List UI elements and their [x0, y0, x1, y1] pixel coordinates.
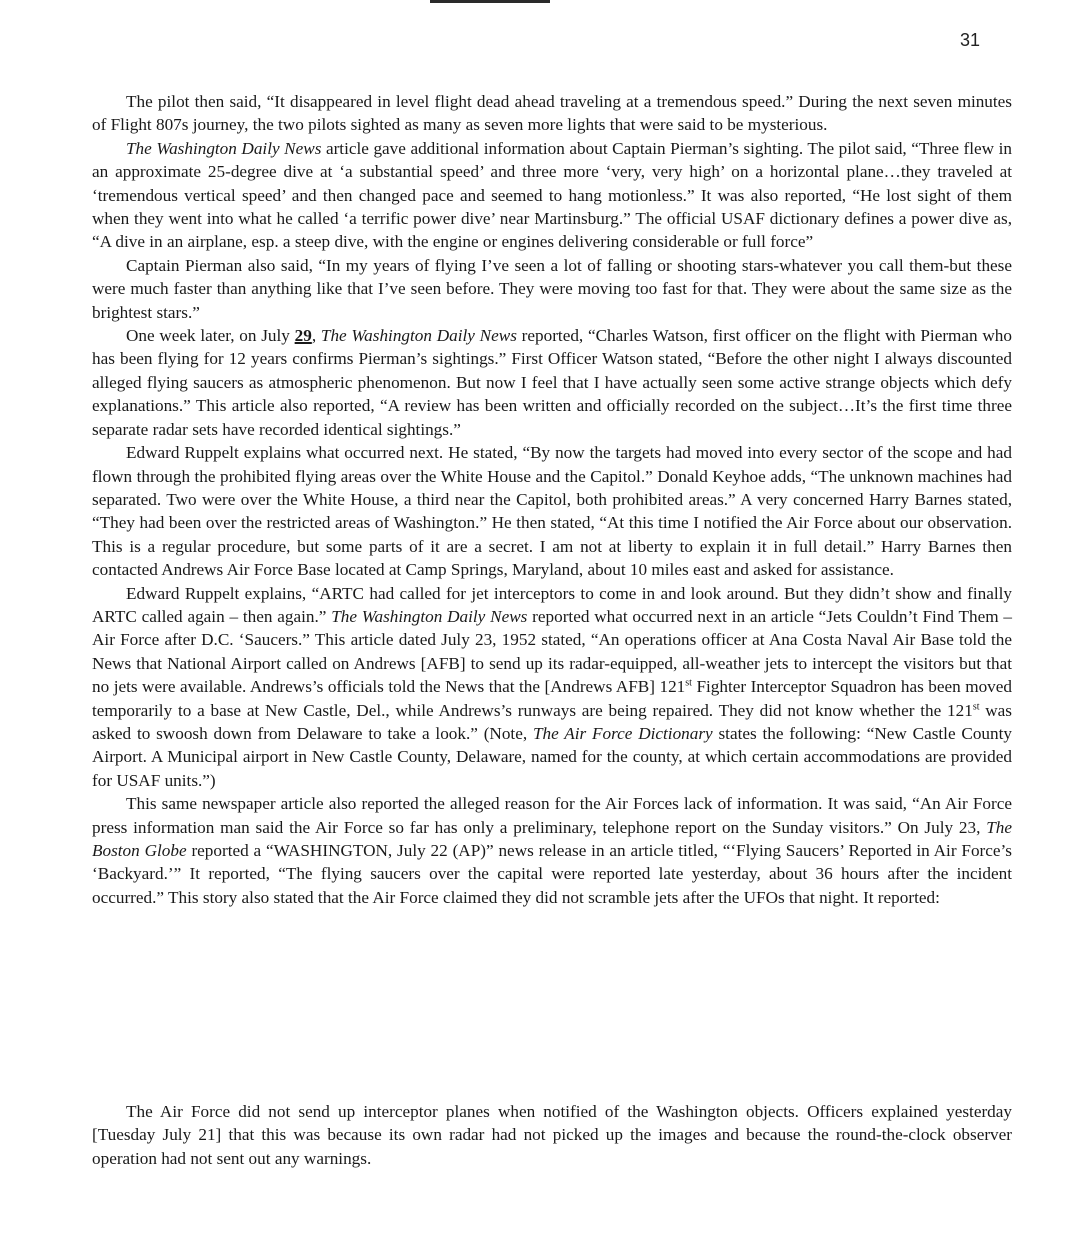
italic-title: The Washington Daily News — [331, 606, 528, 626]
text-run: Fighter Interceptor Squadron has been moved temporarily to a base at New Castle, Del., while Andrews’s runways are being repaired. They did not know whether the 121 — [92, 677, 1012, 720]
italic-title: The Air Force Dictionary — [532, 723, 713, 743]
italic-title: The Boston Globe — [92, 817, 1012, 860]
text-run: The pilot then said, “It disappeared in level flight dead ahead traveling at a tremendous speed.” During the next seven minutes of Flight 807s journey, the two pilots sighted as many as seven more lights that were said to be mysterious. — [92, 92, 1012, 135]
text-run: Captain Pierman also said, “In my years of flying I’ve seen a lot of falling or shooting stars-whatever you call them-but these were much faster than anything like that I’ve seen before. They were moving too fast for that. They were about the same size as the brightest stars.” — [92, 255, 1012, 322]
italic-title: The Washington Daily News — [320, 326, 517, 346]
text-run: reported what occurred next in an article “Jets Couldn’t Find Them – Air Force after D.C. ‘Saucers.” This article dated July 23, 1952 stated, “An operations officer at Ana Costa Naval Air Base told the News that National Airport called on Andrews [AFB] to send up its radar-equipped, all-weather jets to intercept the visitors but that no jets were available. Andrews’s officials told the News that the [Andrews AFB] 121 — [92, 606, 1012, 697]
paragraph-p1 — [92, 90, 1012, 137]
paragraph-p6 — [92, 582, 1012, 793]
italic-title: The Washington Daily News — [126, 138, 322, 158]
text-run: was asked to swoosh down from Delaware to take a look.” (Note, — [92, 700, 1012, 743]
text-run: , — [311, 326, 321, 346]
ordinal-suffix: st — [972, 700, 980, 712]
paragraph-p2 — [92, 137, 1012, 254]
block-quote — [92, 1100, 1012, 1170]
page-number: 31 — [959, 30, 980, 50]
text-run: This same newspaper article also reported the alleged reason for the Air Forces lack of information. It was said, “An Air Force press information man said the Air Force so far has only a preliminary, telephone report on the Sunday visitors.” On July 23, — [92, 794, 1012, 837]
block-quote-paragraph: The Air Force did not send up interceptor planes when notified of the Washington objects. Officers explained yesterday [Tuesday July 21] that this was because its own radar had not picked up the images and because the round-the-clock observer operation had not sent out any warnings. — [92, 1102, 1012, 1168]
text-run: states the following: “New Castle County Airport. A Municipal airport in New Castle County, Delaware, named for the county, at which certain accommodations are provided for USAF units.”) — [92, 723, 1012, 790]
paragraph-p5 — [92, 441, 1012, 581]
top-edge-bar — [430, 0, 550, 3]
text-run: reported a “WASHINGTON, July 22 (AP)” news release in an article titled, “‘Flying Saucers’ Reported in Air Force’s ‘Backyard.’” It reported, “The flying saucers over the capital were reported late yesterday, about 36 hours after the incident occurred.” This story also stated that the Air Force claimed they did not scramble jets after the UFOs that night. It reported: — [92, 841, 1012, 907]
text-run: Edward Ruppelt explains, “ARTC had called for jet interceptors to come in and look around. But they didn’t show and finally ARTC called again – then again.” — [92, 583, 1012, 626]
text-run: reported, “Charles Watson, first officer on the flight with Pierman who has been flying for 12 years confirms Pierman’s sightings.” First Officer Watson stated, “Before the other night I always discounted alleged flying saucers as atmospheric phenomenon. But now I feel that I have actually seen some active strange objects which defy explanations.” This article also reported, “A review has been written and officially recorded on the subject…It’s the first time three separate radar sets have recorded identical sightings.” — [92, 326, 1012, 439]
text-run: Edward Ruppelt explains what occurred next. He stated, “By now the targets had moved into every sector of the scope and had flown through the prohibited flying areas over the White House and the Capitol.” Donald Keyhoe adds, “The unknown machines had separated. Two were over the White House, a third near the Capitol, both prohibited areas.” A very concerned Harry Barnes stated, “They had been over the restricted areas of Washington.” He then stated, “At this time I notified the Air Force about our observation. This is a regular procedure, but some parts of it are a secret. I am not at liberty to explain it in full detail.” Harry Barnes then contacted Andrews Air Force Base located at Camp Springs, Maryland, about 10 miles east and asked for assistance. — [92, 443, 1012, 580]
text-run: article gave additional information about Captain Pierman’s sighting. The pilot said, “Three flew in an approximate 25-degree dive at ‘a substantial speed’ and three more ‘very, very high’ on a horizontal plane…they traveled at ‘tremendous vertical speed’ and then changed pace and seemed to hang motionless.” It was also reported, “He lost sight of them when they went into what he called ‘a terrific power dive’ near Martinsburg.” The official USAF dictionary defines a power dive as, “A dive in an airplane, esp. a steep dive, with the engine or engines delivering considerable or full force” — [92, 138, 1012, 252]
text-run: 29 — [294, 326, 312, 346]
body-text — [92, 90, 1012, 909]
paragraph-p7 — [92, 792, 1012, 909]
ordinal-suffix: st — [685, 677, 692, 689]
paragraph-p3 — [92, 254, 1012, 324]
paragraph-p4 — [92, 324, 1012, 441]
text-run: One week later, on July — [126, 326, 295, 346]
